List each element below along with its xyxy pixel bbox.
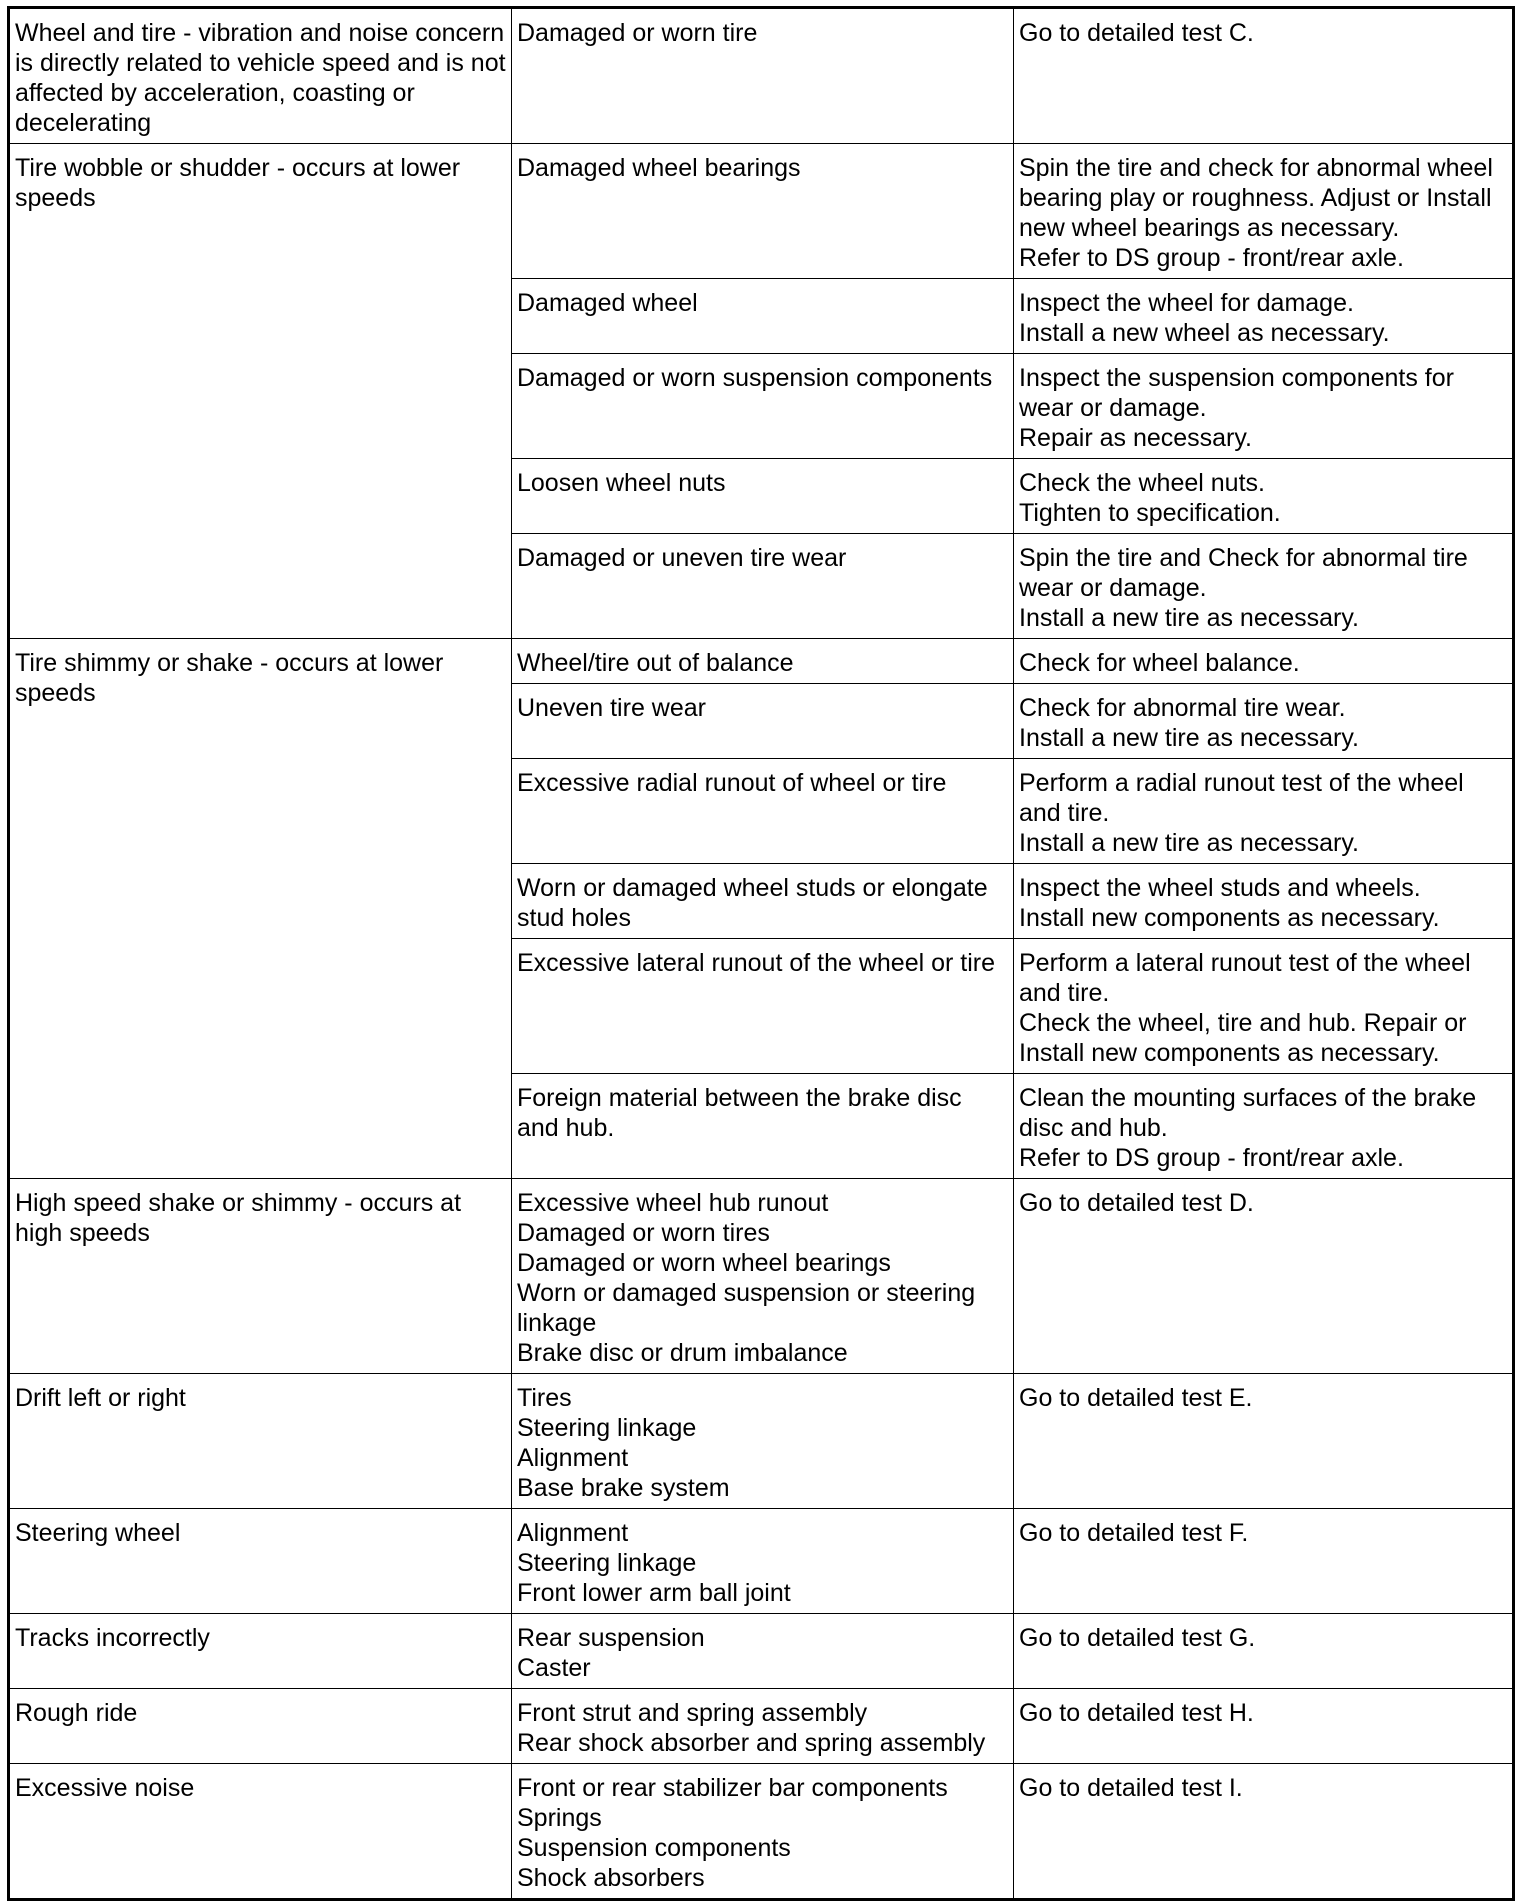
cause-cell bbox=[512, 939, 1014, 1074]
action-cell bbox=[1014, 144, 1514, 279]
action-line: Clean the mounting surfaces of the brake disc and hub. bbox=[1019, 1084, 1477, 1142]
action-line: Install a new tire as necessary. bbox=[1019, 724, 1359, 752]
cause-line: Rear shock absorber and spring assembly bbox=[517, 1729, 986, 1757]
cause-line: Steering linkage bbox=[517, 1549, 697, 1577]
cause-line: Foreign material between the brake disc and hub. bbox=[517, 1084, 962, 1142]
action-line: Go to detailed test H. bbox=[1019, 1699, 1254, 1727]
cause-line: Tires bbox=[517, 1384, 572, 1412]
action-cell bbox=[1014, 1509, 1514, 1614]
cause-cell bbox=[512, 1614, 1014, 1689]
action-line: Install new components as necessary. bbox=[1019, 904, 1440, 932]
action-line: Refer to DS group - front/rear axle. bbox=[1019, 244, 1404, 272]
action-line: Spin the tire and check for abnormal wheel bearing play or roughness. Adjust or Install new wheel bearings as necessary. bbox=[1019, 154, 1493, 242]
action-line: Check the wheel, tire and hub. Repair or Install new components as necessary. bbox=[1019, 1009, 1467, 1067]
cause-line: Excessive wheel hub runout bbox=[517, 1189, 829, 1217]
action-cell bbox=[1014, 354, 1514, 459]
action-cell bbox=[1014, 1614, 1514, 1689]
cause-line: Wheel/tire out of balance bbox=[517, 649, 794, 677]
cause-line: Worn or damaged suspension or steering linkage bbox=[517, 1279, 976, 1337]
action-cell bbox=[1014, 759, 1514, 864]
table-row bbox=[9, 144, 1514, 279]
action-cell bbox=[1014, 459, 1514, 534]
cause-line: Damaged wheel bearings bbox=[517, 154, 801, 182]
cause-line: Damaged or worn wheel bearings bbox=[517, 1249, 891, 1277]
action-cell bbox=[1014, 279, 1514, 354]
action-line: Check the wheel nuts. bbox=[1019, 469, 1265, 497]
action-line: Tighten to specification. bbox=[1019, 499, 1281, 527]
action-cell bbox=[1014, 534, 1514, 639]
cause-cell bbox=[512, 534, 1014, 639]
action-cell bbox=[1014, 1764, 1514, 1900]
action-line: Repair as necessary. bbox=[1019, 424, 1252, 452]
diagnosis-table bbox=[7, 6, 1515, 1901]
symptom-cell: High speed shake or shimmy - occurs at high speeds bbox=[9, 1179, 512, 1374]
action-cell bbox=[1014, 684, 1514, 759]
action-cell bbox=[1014, 939, 1514, 1074]
cause-line: Loosen wheel nuts bbox=[517, 469, 726, 497]
symptom-cell: Steering wheel bbox=[9, 1509, 512, 1614]
symptom-cell: Excessive noise bbox=[9, 1764, 512, 1900]
cause-cell bbox=[512, 1374, 1014, 1509]
symptom-cell: Tire shimmy or shake - occurs at lower speeds bbox=[9, 639, 512, 1179]
action-line: Inspect the wheel studs and wheels. bbox=[1019, 874, 1421, 902]
cause-cell bbox=[512, 864, 1014, 939]
symptom-cell: Tire wobble or shudder - occurs at lower speeds bbox=[9, 144, 512, 639]
cause-line: Caster bbox=[517, 1654, 591, 1682]
action-cell bbox=[1014, 639, 1514, 684]
cause-line: Alignment bbox=[517, 1519, 629, 1547]
cause-line: Damaged wheel bbox=[517, 289, 698, 317]
cause-line: Damaged or worn suspension components bbox=[517, 364, 993, 392]
cause-line: Brake disc or drum imbalance bbox=[517, 1339, 848, 1367]
cause-cell bbox=[512, 354, 1014, 459]
cause-line: Base brake system bbox=[517, 1474, 730, 1502]
action-line: Go to detailed test C. bbox=[1019, 19, 1254, 47]
cause-cell bbox=[512, 1179, 1014, 1374]
table-row bbox=[9, 1764, 1514, 1900]
action-line: Perform a lateral runout test of the wheel and tire. bbox=[1019, 949, 1471, 1007]
cause-cell bbox=[512, 1764, 1014, 1900]
cause-cell bbox=[512, 1074, 1014, 1179]
table-row bbox=[9, 1614, 1514, 1689]
cause-cell bbox=[512, 279, 1014, 354]
action-line: Go to detailed test F. bbox=[1019, 1519, 1249, 1547]
action-line: Go to detailed test G. bbox=[1019, 1624, 1256, 1652]
cause-cell bbox=[512, 639, 1014, 684]
cause-cell bbox=[512, 459, 1014, 534]
symptom-cell: Wheel and tire - vibration and noise concern is directly related to vehicle speed and is not affected by acceleration, coasting or decelerating bbox=[9, 8, 512, 144]
table-body bbox=[9, 8, 1514, 1900]
action-line: Go to detailed test E. bbox=[1019, 1384, 1253, 1412]
cause-line: Front or rear stabilizer bar components bbox=[517, 1774, 948, 1802]
cause-line: Alignment bbox=[517, 1444, 629, 1472]
cause-line: Front strut and spring assembly bbox=[517, 1699, 868, 1727]
table-row bbox=[9, 1689, 1514, 1764]
cause-line: Shock absorbers bbox=[517, 1864, 705, 1892]
cause-cell bbox=[512, 759, 1014, 864]
table-row bbox=[9, 1374, 1514, 1509]
action-line: Go to detailed test D. bbox=[1019, 1189, 1254, 1217]
cause-line: Worn or damaged wheel studs or elongate stud holes bbox=[517, 874, 988, 932]
cause-line: Front lower arm ball joint bbox=[517, 1579, 791, 1607]
action-line: Inspect the wheel for damage. bbox=[1019, 289, 1354, 317]
symptom-cell: Drift left or right bbox=[9, 1374, 512, 1509]
action-line: Spin the tire and Check for abnormal tire wear or damage. bbox=[1019, 544, 1468, 602]
cause-line: Springs bbox=[517, 1804, 602, 1832]
action-line: Refer to DS group - front/rear axle. bbox=[1019, 1144, 1404, 1172]
cause-cell bbox=[512, 8, 1014, 144]
symptom-cell: Rough ride bbox=[9, 1689, 512, 1764]
table-row bbox=[9, 1179, 1514, 1374]
symptom-cell: Tracks incorrectly bbox=[9, 1614, 512, 1689]
table-row bbox=[9, 1509, 1514, 1614]
table-row bbox=[9, 8, 1514, 144]
cause-line: Suspension components bbox=[517, 1834, 791, 1862]
action-line: Check for abnormal tire wear. bbox=[1019, 694, 1346, 722]
cause-line: Excessive lateral runout of the wheel or tire bbox=[517, 949, 996, 977]
action-cell bbox=[1014, 864, 1514, 939]
action-line: Inspect the suspension components for wear or damage. bbox=[1019, 364, 1454, 422]
action-line: Check for wheel balance. bbox=[1019, 649, 1300, 677]
cause-line: Uneven tire wear bbox=[517, 694, 706, 722]
cause-line: Damaged or worn tire bbox=[517, 19, 758, 47]
action-line: Install a new tire as necessary. bbox=[1019, 604, 1359, 632]
action-cell bbox=[1014, 1374, 1514, 1509]
table-row bbox=[9, 639, 1514, 684]
action-line: Install a new tire as necessary. bbox=[1019, 829, 1359, 857]
action-cell bbox=[1014, 8, 1514, 144]
action-cell bbox=[1014, 1179, 1514, 1374]
action-cell bbox=[1014, 1074, 1514, 1179]
cause-cell bbox=[512, 144, 1014, 279]
cause-line: Excessive radial runout of wheel or tire bbox=[517, 769, 947, 797]
cause-cell bbox=[512, 1689, 1014, 1764]
action-line: Install a new wheel as necessary. bbox=[1019, 319, 1390, 347]
cause-cell bbox=[512, 1509, 1014, 1614]
cause-line: Damaged or uneven tire wear bbox=[517, 544, 847, 572]
cause-line: Damaged or worn tires bbox=[517, 1219, 770, 1247]
cause-line: Rear suspension bbox=[517, 1624, 705, 1652]
action-line: Perform a radial runout test of the wheel and tire. bbox=[1019, 769, 1464, 827]
action-line: Go to detailed test I. bbox=[1019, 1774, 1243, 1802]
cause-line: Steering linkage bbox=[517, 1414, 697, 1442]
action-cell bbox=[1014, 1689, 1514, 1764]
cause-cell bbox=[512, 684, 1014, 759]
